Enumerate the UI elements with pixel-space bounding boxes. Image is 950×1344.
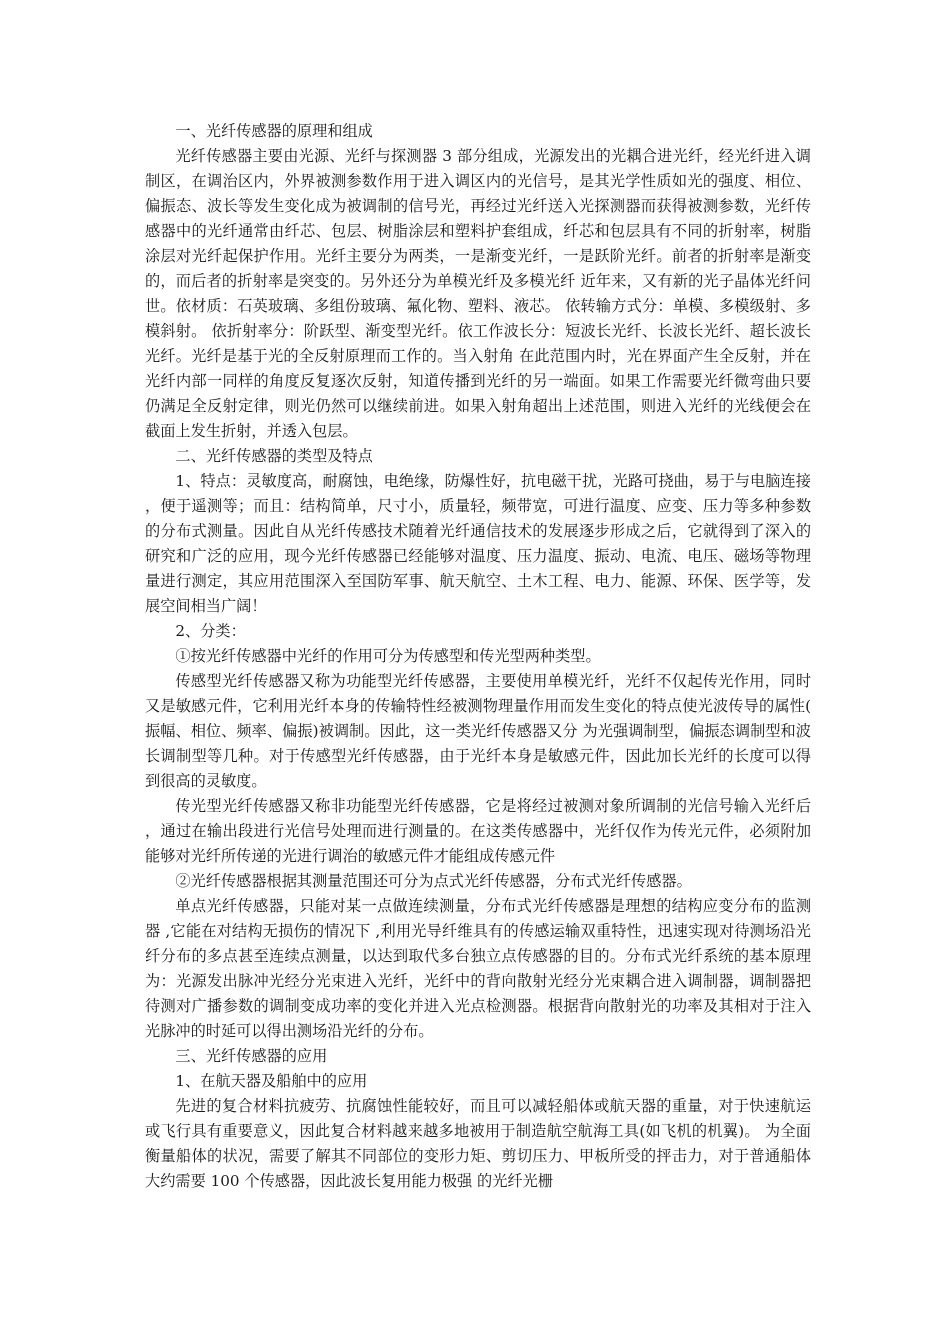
subheading-classification: 2、分类：: [175, 622, 246, 640]
subheading-aerospace-marine: 1、在航天器及船舶中的应用: [175, 1072, 368, 1090]
paragraph-transmission-type: 传光型光纤传感器又称非功能型光纤传感器，它是将经过被测对象所调制的光信号输入光纤后，通过在输出段进行光信号处理而进行测量的。在这类传感器中，光纤仅作为传光元件，必须附加能够对光纤所传递的光进行调治的敏感元件才能组成传感元件: [145, 797, 811, 865]
paragraph-features: 1、特点：灵敏度高，耐腐蚀，电绝缘，防爆性好，抗电磁干扰，光路可挠曲，易于与电脑连接，便于遥测等；而且：结构简单，尺寸小，质量轻，频带宽，可进行温度、应变、压力等多种参数的分布式测量。因此自从光纤传感技术随着光纤通信技术的发展逐步形成之后，它就得到了深入的研究和广泛的应用，现今光纤传感器已经能够对温度、压力温度、振动、电流、电压、磁场等物理量进行测定，其应用范围深入至国防军事、航天航空、土木工程、电力、能源、环保、医学等，发展空间相当广阔！: [145, 472, 811, 615]
section-heading-applications: 三、光纤传感器的应用: [175, 1047, 328, 1065]
paragraph-principle-body: 光纤传感器主要由光源、光纤与探测器 3 部分组成，光源发出的光耦合进光纤，经光纤进入调制区，在调治区内，外界被测参数作用于进入调区内的光信号，是其光学性质如光的强度、相位、偏振态、波长等发生变化成为被调制的信号光，再经过光纤送入光探测器而获得被测参数，光纤传感器中的光纤通常由纤芯、包层、树脂涂层和塑料护套组成，纤芯和包层具有不同的折射率，树脂涂层对光纤起保护作用。光纤主要分为两类，一是渐变光纤，一是跃阶光纤。前者的折射率是渐变的，而后者的折射率是突变的。另外还分为单模光纤及多模光纤 近年来，又有新的光子晶体光纤问世。依材质：石英玻璃、多组份玻璃、氟化物、塑料、液芯。 依转输方式分：单模、多模级射、多模斜射。 依折射率分：阶跃型、渐变型光纤。依工作波长分：短波长光纤、长波长光纤、超长波长光纤。光纤是基于光的全反射原理而工作的。当入射角 在此范围内时，光在界面产生全反射，并在光纤内部一同样的角度反复逐次反射，知道传播到光纤的另一端面。如果工作需要光纤微弯曲只要仍满足全反射定律，则光仍然可以继续前进。如果入射角超出上述范围，则进入光纤的光线便会在截面上发生折射，并透入包层。: [145, 147, 811, 440]
paragraph-sensing-type: 传感型光纤传感器又称为功能型光纤传感器，主要使用单模光纤，光纤不仅起传光作用，同时又是敏感元件，它利用光纤本身的传输特性经被测物理量作用而发生变化的特点使光波传导的属性(振幅、相位、频率、偏振)被调制。因此，这一类光纤传感器又分 为光强调制型，偏振态调制型和波长调制型等几种。对于传感型光纤传感器，由于光纤本身是敏感元件，因此加长光纤的长度可以得到很高的灵敏度。: [145, 672, 811, 790]
section-heading-principle: 一、光纤传感器的原理和组成: [175, 122, 373, 140]
paragraph-classification-by-range: ②光纤传感器根据其测量范围还可分为点式光纤传感器，分布式光纤传感器。: [175, 872, 692, 890]
paragraph-aerospace-marine: 先进的复合材料抗疲劳、抗腐蚀性能较好，而且可以减轻船体或航天器的重量，对于快速航运或飞行具有重要意义，因此复合材料越来越多地被用于制造航空航海工具(如飞机的机翼)。 为全面衡量船体的状况，需要了解其不同部位的变形力矩、剪切压力、甲板所受的抨击力，对于普通船体大约需要 100 个传感器，因此波长复用能力极强 的光纤光栅: [145, 1097, 811, 1190]
paragraph-distributed-sensing: 单点光纤传感器，只能对某一点做连续测量，分布式光纤传感器是理想的结构应变分布的监测器 ,它能在对结构无损伤的情况下 ,利用光导纤维具有的传感运输双重特性，迅速实现对待测场沿光纤分布的多点甚至连续点测量，以达到取代多台独立点传感器的目的。分布式光纤系统的基本原理为：光源发出脉冲光经分光束进入光纤，光纤中的背向散射光经分光束耦合进入调制器，调制器把待测对广播参数的调制变成功率的变化并进入光点检测器。根据背向散射光的功率及其相对于注入光脉冲的时延可以得出测场沿光纤的分布。: [145, 897, 811, 1040]
document-page: [145, 119, 811, 1194]
paragraph-classification-by-role: ①按光纤传感器中光纤的作用可分为传感型和传光型两种类型。: [175, 647, 601, 665]
section-heading-types: 二、光纤传感器的类型及特点: [175, 447, 373, 465]
